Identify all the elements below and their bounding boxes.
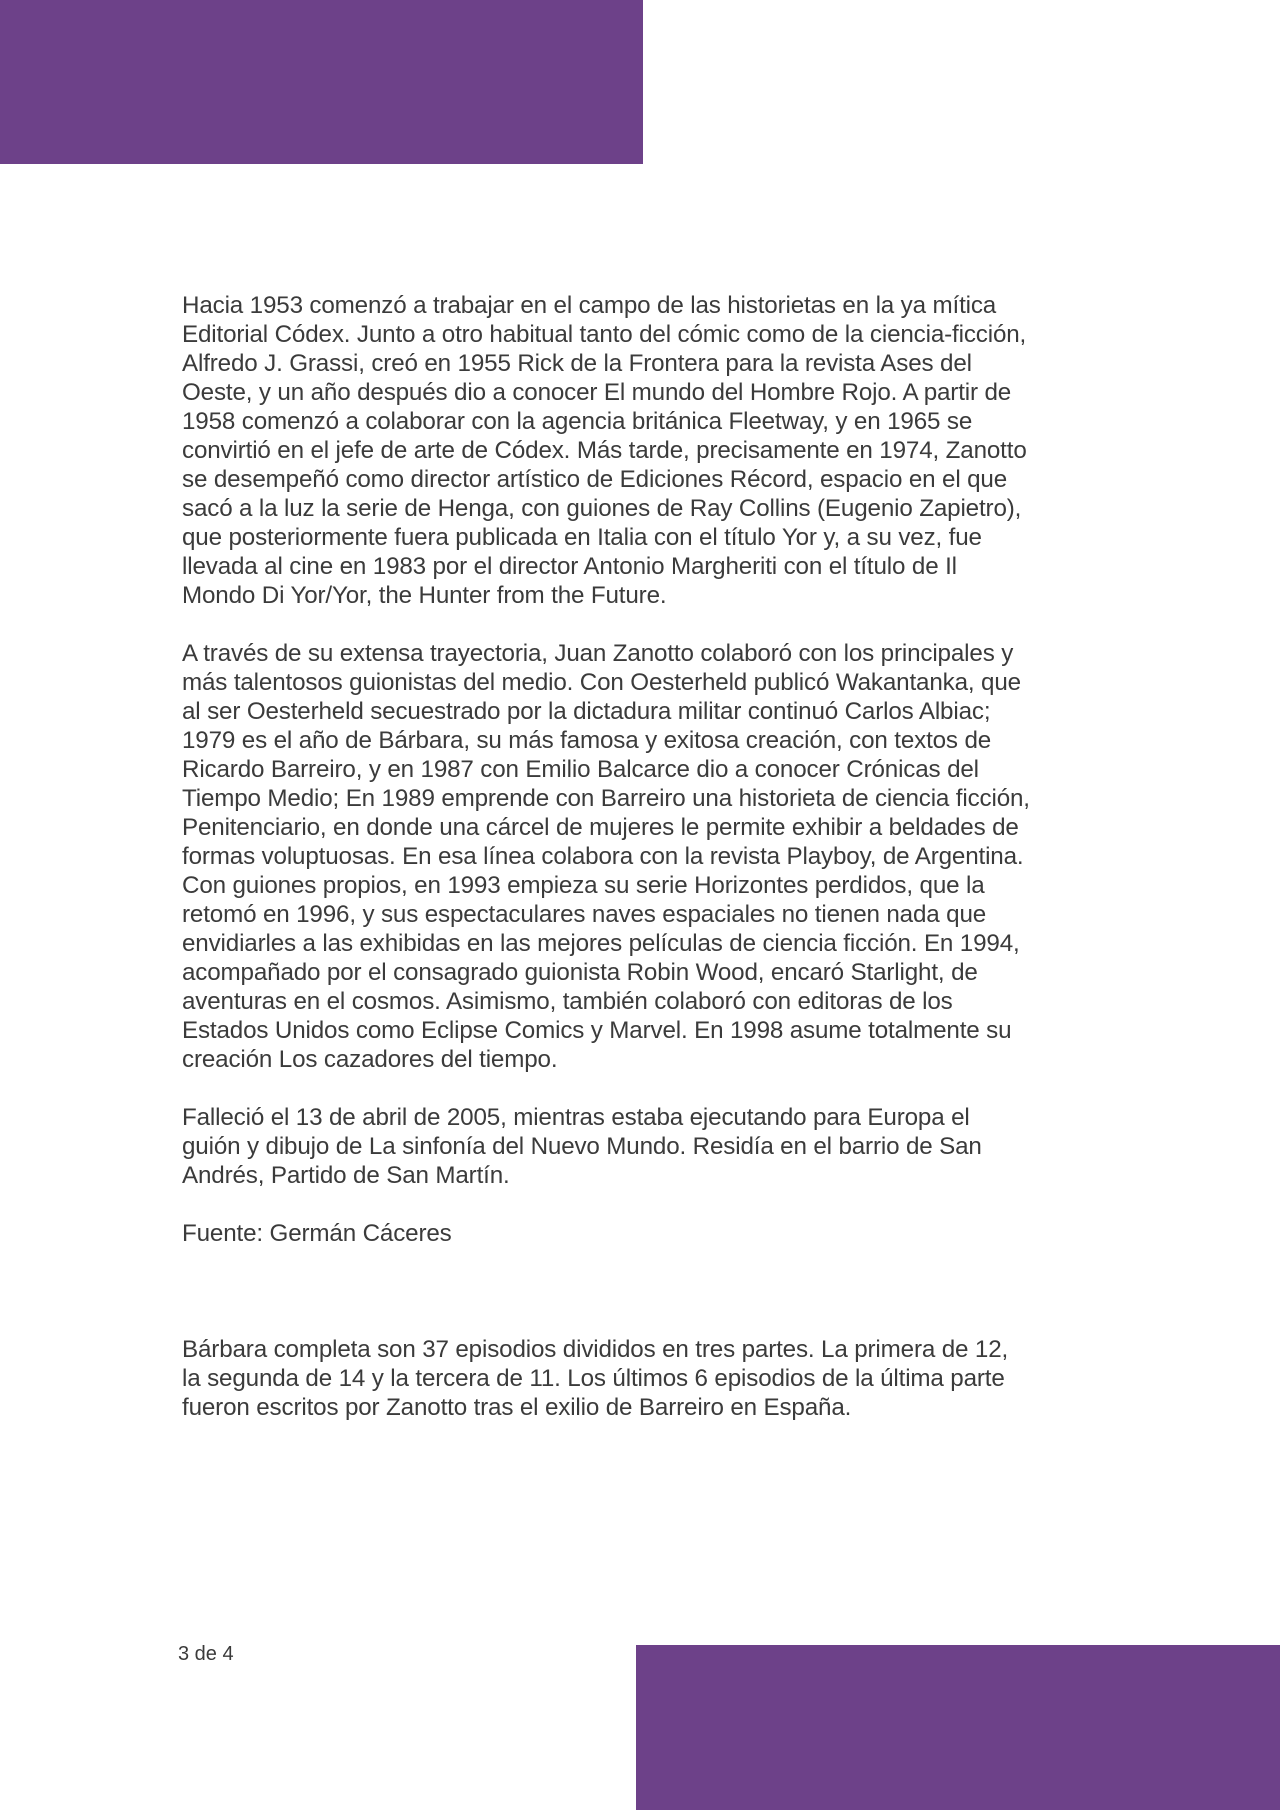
paragraph-spacer: [182, 1074, 1122, 1103]
top-accent-band: [0, 0, 643, 164]
page-number: 3 de 4: [178, 1643, 234, 1665]
paragraph-collaborations: A través de su extensa trayectoria, Juan Zanotto colaboró con los principales y más talentosos guionistas del medio. Con Oesterheld publicó Wakantanka, que al ser Oesterheld secuestrado por la dictadura militar continuó Carlos Albiac; 1979 es el año de Bárbara, su más famosa y exitosa creación, con textos de Ricardo Barreiro, y en 1987 con Emilio Balcarce dio a conocer Crónicas del Tiempo Medio; En 1989 emprende con Barreiro una historieta de ciencia ficción, Penitenciario, en donde una cárcel de mujeres le permite exhibir a beldades de formas voluptuosas. En esa línea colabora con la revista Playboy, de Argentina. Con guiones propios, en 1993 empieza su serie Horizontes perdidos, que la retomó en 1996, y sus espectaculares naves espaciales no tienen nada que envidiarles a las exhibidas en las mejores películas de ciencia ficción. En 1994, acompañado por el consagrado guionista Robin Wood, encaró Starlight, de aventuras en el cosmos. Asimismo, también colaboró con editoras de los Estados Unidos como Eclipse Comics y Marvel. En 1998 asume totalmente su creación Los cazadores del tiempo.: [182, 640, 1030, 1073]
section-spacer: [182, 1248, 1122, 1335]
paragraph-career-beginnings: Hacia 1953 comenzó a trabajar en el campo de las historietas en la ya mítica Editorial Códex. Junto a otro habitual tanto del cómic como de la ciencia-ficción, Alfredo J. Grassi, creó en 1955 Rick de la Frontera para la revista Ases del Oeste, y un año después dio a conocer El mundo del Hombre Rojo. A partir de 1958 comenzó a colaborar con la agencia británica Fleetway, y en 1965 se convirtió en el jefe de arte de Códex. Más tarde, precisamente en 1974, Zanotto se desempeñó como director artístico de Ediciones Récord, espacio en el que sacó a la luz la serie de Henga, con guiones de Ray Collins (Eugenio Zapietro), que posteriormente fuera publicada en Italia con el título Yor y, a su vez, fue llevada al cine en 1983 por el director Antonio Margheriti con el título de Il Mondo Di Yor/Yor, the Hunter from the Future.: [182, 292, 1027, 609]
document-body: [182, 291, 1122, 1422]
paragraph-spacer: [182, 1190, 1122, 1219]
paragraph-source: Fuente: Germán Cáceres: [182, 1220, 452, 1247]
paragraph-spacer: [182, 610, 1122, 639]
bottom-accent-band: [636, 1645, 1280, 1810]
paragraph-death: Falleció el 13 de abril de 2005, mientras estaba ejecutando para Europa el guión y dibujo de La sinfonía del Nuevo Mundo. Residía en el barrio de San Andrés, Partido de San Martín.: [182, 1104, 982, 1189]
paragraph-barbara-note: Bárbara completa son 37 episodios divididos en tres partes. La primera de 12, la segunda de 14 y la tercera de 11. Los últimos 6 episodios de la última parte fueron escritos por Zanotto tras el exilio de Barreiro en España.: [182, 1336, 1009, 1421]
